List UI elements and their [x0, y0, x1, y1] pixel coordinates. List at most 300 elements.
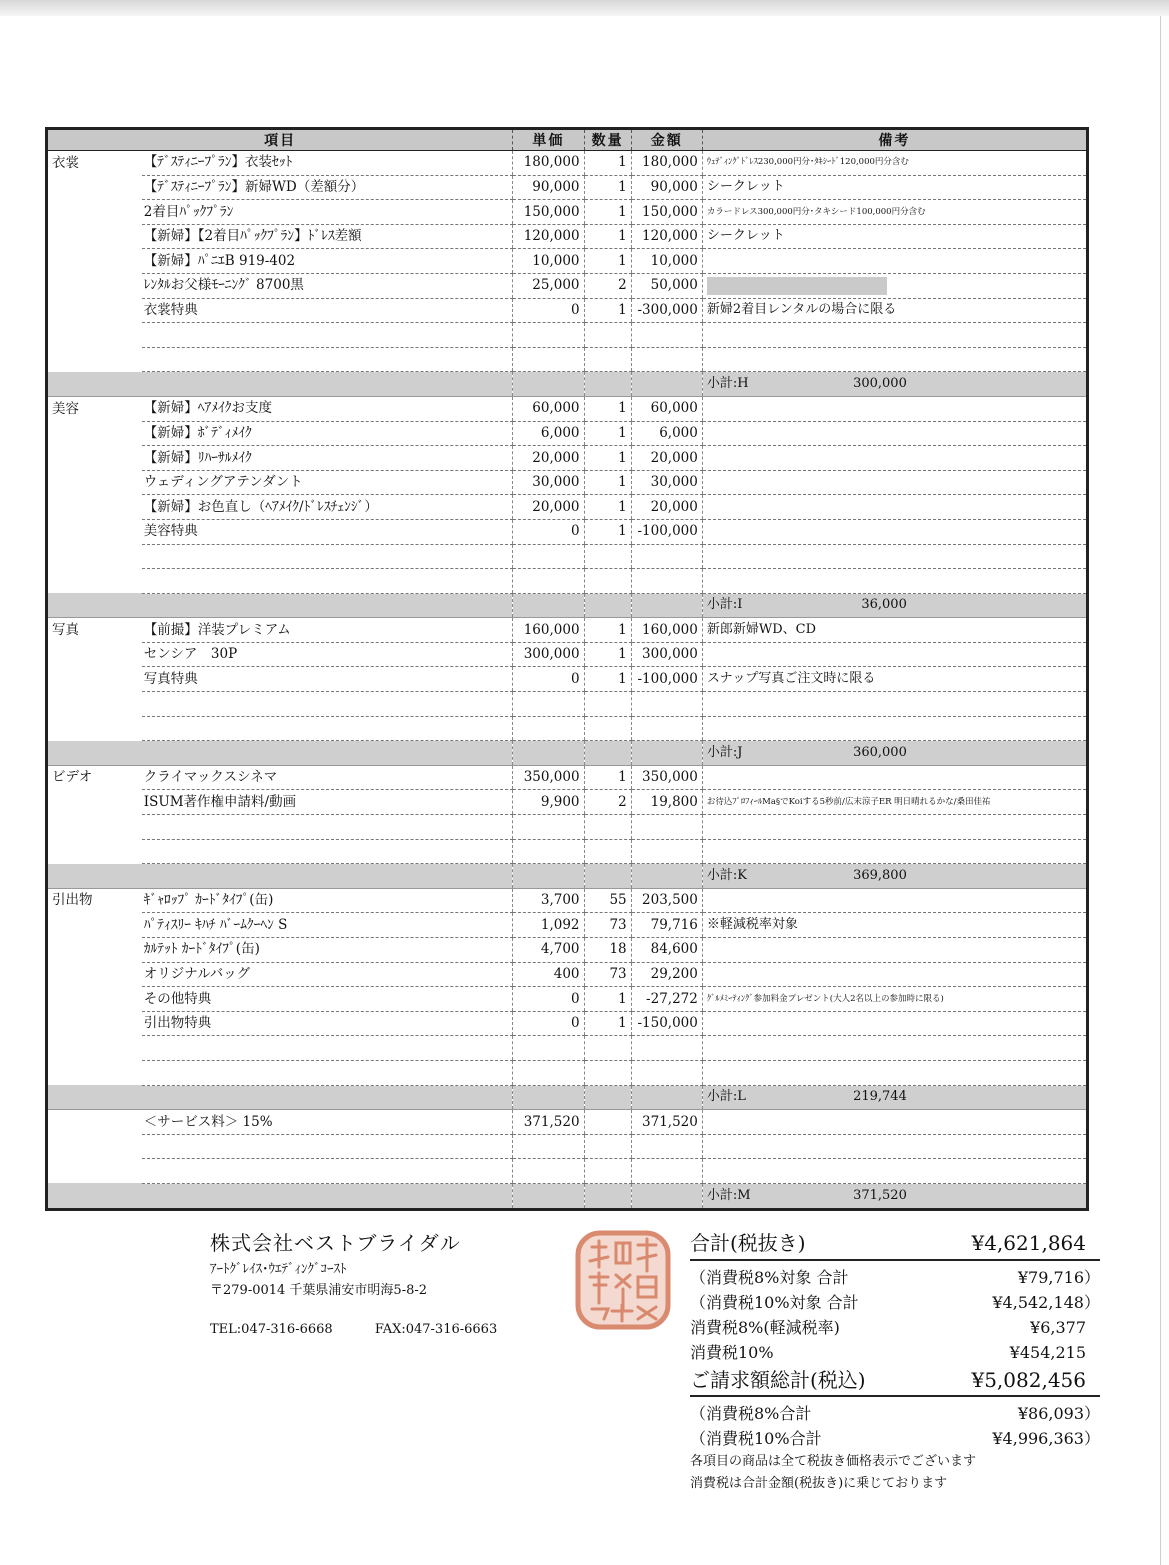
- unit-price: [513, 569, 584, 594]
- item-name: 【新婦】ﾊﾟﾆｴB 919-402: [142, 249, 513, 274]
- category-cell: [47, 987, 142, 1012]
- category-cell: 美容: [52, 400, 79, 417]
- company-block: [210, 1227, 570, 1337]
- category-cell: [47, 298, 142, 323]
- subtotal-spacer: [631, 372, 702, 397]
- item-name: [142, 692, 513, 717]
- table-row: [47, 987, 1088, 1012]
- table-row: [47, 913, 1088, 938]
- table-row: [47, 273, 1088, 298]
- subtotal-value: ¥4,621,864: [971, 1231, 1086, 1255]
- amount: [631, 569, 702, 594]
- remarks: シークレット: [702, 175, 1087, 200]
- quantity: 1: [584, 421, 631, 446]
- subtotal-cell: [702, 372, 1087, 397]
- quantity: 1: [584, 618, 631, 643]
- unit-price: [513, 1036, 584, 1061]
- table-row: [47, 790, 1088, 815]
- remarks: [702, 519, 1087, 544]
- invoice-body: [47, 151, 1088, 1210]
- remarks: 新郎新婦WD、CD: [702, 618, 1087, 643]
- tax10-row: [690, 1340, 1100, 1365]
- table-row: [47, 815, 1088, 840]
- quantity: 1: [584, 987, 631, 1012]
- subtotal-value: 369,800: [853, 867, 907, 883]
- quantity: [584, 815, 631, 840]
- tax10-value: ¥454,215: [1009, 1343, 1086, 1362]
- table-row: [47, 667, 1088, 692]
- quantity: [584, 1134, 631, 1159]
- table-row: [47, 765, 1088, 790]
- subtotal-label: 小計:M: [706, 1187, 751, 1203]
- remarks: [702, 1134, 1087, 1159]
- amount: [631, 323, 702, 348]
- category-cell: [47, 249, 142, 274]
- price-note-2: 消費税は合計金額(税抜き)に乗じております: [690, 1476, 948, 1491]
- item-name: ﾚﾝﾀﾙお父様ﾓｰﾆﾝｸﾞ 8700黒: [142, 273, 513, 298]
- category-cell: 引出物: [52, 892, 93, 909]
- item-name: その他特典: [142, 987, 513, 1012]
- unit-price: [513, 839, 584, 864]
- unit-price: 0: [513, 667, 584, 692]
- unit-price: 0: [513, 519, 584, 544]
- grand-total-label: ご請求額総計(税込): [690, 1368, 866, 1392]
- table-row: [47, 446, 1088, 471]
- tax10-label: 消費税10%: [690, 1343, 774, 1362]
- amount: 300,000: [631, 642, 702, 667]
- price-note-1: 各項目の商品は全て税抜き価格表示でございます: [690, 1454, 977, 1469]
- item-name: [142, 569, 513, 594]
- remarks: ※軽減税率対象: [702, 913, 1087, 938]
- amount: 120,000: [631, 224, 702, 249]
- company-name: 株式会社ベストブライダル: [210, 1231, 461, 1255]
- amount: 90,000: [631, 175, 702, 200]
- item-name: 【新婦】【2着目ﾊﾟｯｸﾌﾟﾗﾝ】ﾄﾞﾚｽ差額: [142, 224, 513, 249]
- grand-total-value: ¥5,082,456: [971, 1368, 1086, 1392]
- tax8-row: [690, 1315, 1100, 1340]
- tax8-label: 消費税8%(軽減税率): [690, 1318, 840, 1337]
- quantity: 1: [584, 1011, 631, 1036]
- subtotal-cell: [702, 864, 1087, 889]
- amount: [631, 1134, 702, 1159]
- unit-price: 180,000: [513, 151, 584, 176]
- unit-price: 3,700: [513, 888, 584, 913]
- header-amount: 金額: [631, 129, 702, 151]
- category-cell: [47, 913, 142, 938]
- item-name: ISUM著作権申請料/動画: [142, 790, 513, 815]
- grand10-value: ¥4,996,363）: [992, 1429, 1100, 1448]
- amount: -100,000: [631, 519, 702, 544]
- quantity: [584, 1159, 631, 1184]
- tax10-base-row: [690, 1290, 1100, 1315]
- remarks: [702, 1110, 1087, 1135]
- grand8-value: ¥86,093）: [1017, 1404, 1100, 1423]
- table-row: [47, 421, 1088, 446]
- subtotal-value: 219,744: [853, 1089, 907, 1105]
- category-cell: [47, 544, 142, 569]
- category-cell: [47, 323, 142, 348]
- item-name: クライマックスシネマ: [142, 765, 513, 790]
- unit-price: 6,000: [513, 421, 584, 446]
- tax10-base-value: ¥4,542,148）: [992, 1293, 1100, 1312]
- subtotal-spacer: [631, 1085, 702, 1110]
- item-name: [142, 1159, 513, 1184]
- table-row: [47, 495, 1088, 520]
- unit-price: [513, 1159, 584, 1184]
- venue-name: ｱｰﾄｸﾞﾚｲｽ･ｳｴﾃﾞｨﾝｸﾞｺｰｽﾄ: [210, 1262, 347, 1277]
- subtotal-row: [47, 372, 1088, 397]
- tax10-base-label: （消費税10%対象 合計: [690, 1293, 859, 1312]
- item-name: [142, 815, 513, 840]
- quantity: 55: [584, 888, 631, 913]
- subtotal-spacer: [47, 1183, 142, 1209]
- subtotal-row: [690, 1228, 1100, 1261]
- category-cell: [47, 1159, 142, 1184]
- remarks: 新婦2着目レンタルの場合に限る: [702, 298, 1087, 323]
- tax8-base-label: （消費税8%対象 合計: [690, 1268, 849, 1287]
- unit-price: [513, 692, 584, 717]
- table-row: [47, 692, 1088, 717]
- table-row: [47, 1011, 1088, 1036]
- remarks: [702, 396, 1087, 421]
- company-fax: FAX:047-316-6663: [374, 1322, 498, 1337]
- amount: 60,000: [631, 396, 702, 421]
- remarks: [702, 716, 1087, 741]
- amount: 79,716: [631, 913, 702, 938]
- table-row: [47, 347, 1088, 372]
- amount: 84,600: [631, 938, 702, 963]
- invoice-table: [45, 127, 1089, 1211]
- item-name: 【新婦】ﾍｱﾒｲｸお支度: [142, 396, 513, 421]
- category-cell: ビデオ: [52, 769, 93, 786]
- item-name: 衣裳特典: [142, 298, 513, 323]
- quantity: 18: [584, 938, 631, 963]
- subtotal-spacer: [513, 593, 584, 618]
- unit-price: [513, 1060, 584, 1085]
- amount: [631, 347, 702, 372]
- quantity: 2: [584, 790, 631, 815]
- subtotal-value: 360,000: [853, 744, 907, 760]
- unit-price: [513, 323, 584, 348]
- unit-price: 60,000: [513, 396, 584, 421]
- category-cell: [47, 1011, 142, 1036]
- subtotal-cell: [702, 1085, 1087, 1110]
- amount: [631, 692, 702, 717]
- quantity: [584, 323, 631, 348]
- subtotal-spacer: [47, 593, 142, 618]
- amount: 10,000: [631, 249, 702, 274]
- category-cell: [47, 519, 142, 544]
- subtotal-row: [47, 864, 1088, 889]
- amount: -300,000: [631, 298, 702, 323]
- subtotal-spacer: [47, 372, 142, 397]
- header-item: 項目: [47, 129, 513, 151]
- table-row: [47, 396, 1088, 421]
- item-name: センシア 30P: [142, 642, 513, 667]
- unit-price: 350,000: [513, 765, 584, 790]
- remarks: [702, 544, 1087, 569]
- item-name: [142, 544, 513, 569]
- grand10-label: （消費税10%合計: [690, 1429, 822, 1448]
- category-cell: [47, 1036, 142, 1061]
- item-name: [142, 347, 513, 372]
- unit-price: 90,000: [513, 175, 584, 200]
- unit-price: 120,000: [513, 224, 584, 249]
- subtotal-label: 小計:K: [706, 867, 747, 883]
- remarks: [702, 323, 1087, 348]
- table-row: [47, 175, 1088, 200]
- item-name: [142, 839, 513, 864]
- subtotal-spacer: [584, 372, 631, 397]
- item-name: 引出物特典: [142, 1011, 513, 1036]
- table-row: [47, 888, 1088, 913]
- table-row: [47, 569, 1088, 594]
- quantity: 1: [584, 495, 631, 520]
- remarks: スナップ写真ご注文時に限る: [702, 667, 1087, 692]
- subtotal-label: 小計:H: [706, 375, 749, 391]
- grand-total-row: [690, 1365, 1100, 1397]
- item-name: ウェディングアテンダント: [142, 470, 513, 495]
- subtotal-cell: [702, 741, 1087, 766]
- table-row: [47, 716, 1088, 741]
- remarks: [702, 273, 1087, 298]
- unit-price: 9,900: [513, 790, 584, 815]
- remarks: [702, 642, 1087, 667]
- subtotal-row: [47, 741, 1088, 766]
- category-cell: [47, 175, 142, 200]
- amount: -27,272: [631, 987, 702, 1012]
- subtotal-spacer: [142, 593, 513, 618]
- amount: 150,000: [631, 200, 702, 225]
- quantity: [584, 347, 631, 372]
- quantity: 1: [584, 446, 631, 471]
- quantity: 2: [584, 273, 631, 298]
- category-cell: [47, 692, 142, 717]
- table-row: [47, 519, 1088, 544]
- grand10-row: [690, 1426, 1100, 1451]
- remarks: [702, 765, 1087, 790]
- unit-price: 0: [513, 298, 584, 323]
- unit-price: 150,000: [513, 200, 584, 225]
- category-cell: [47, 962, 142, 987]
- table-row: [47, 470, 1088, 495]
- category-cell: [47, 1110, 142, 1135]
- table-row: [47, 938, 1088, 963]
- quantity: 1: [584, 396, 631, 421]
- table-row: [47, 544, 1088, 569]
- subtotal-value: 371,520: [853, 1187, 907, 1203]
- amount: 203,500: [631, 888, 702, 913]
- subtotal-row: [47, 1085, 1088, 1110]
- header-qty: 数量: [584, 129, 631, 151]
- amount: 160,000: [631, 618, 702, 643]
- remarks: ｸﾞﾙﾒﾐｰﾃｨﾝｸﾞ参加料金プレゼント(大人2名以上の参加時に限る): [702, 987, 1087, 1012]
- unit-price: [513, 1134, 584, 1159]
- unit-price: [513, 347, 584, 372]
- table-row: [47, 249, 1088, 274]
- quantity: 1: [584, 519, 631, 544]
- remarks: [702, 421, 1087, 446]
- subtotal-spacer: [584, 593, 631, 618]
- remarks: [702, 569, 1087, 594]
- remarks: [702, 888, 1087, 913]
- quantity: 1: [584, 470, 631, 495]
- category-cell: [47, 839, 142, 864]
- remarks: シークレット: [702, 224, 1087, 249]
- table-row: [47, 200, 1088, 225]
- subtotal-spacer: [513, 864, 584, 889]
- header-remarks: 備考: [702, 129, 1087, 151]
- unit-price: 4,700: [513, 938, 584, 963]
- subtotal-spacer: [584, 1183, 631, 1209]
- subtotal-cell: [702, 593, 1087, 618]
- item-name: 【新婦】ﾎﾞﾃﾞｨﾒｲｸ: [142, 421, 513, 446]
- quantity: [584, 839, 631, 864]
- remarks: [702, 1036, 1087, 1061]
- remarks: [702, 470, 1087, 495]
- redacted-block: [707, 277, 887, 295]
- quantity: 1: [584, 667, 631, 692]
- category-cell: [47, 470, 142, 495]
- unit-price: [513, 815, 584, 840]
- quantity: [584, 692, 631, 717]
- amount: 350,000: [631, 765, 702, 790]
- table-row: [47, 1159, 1088, 1184]
- quantity: 1: [584, 224, 631, 249]
- amount: [631, 716, 702, 741]
- subtotal-label: 小計:I: [706, 597, 743, 613]
- remarks: [702, 1060, 1087, 1085]
- subtotal-spacer: [631, 741, 702, 766]
- grand8-label: （消費税8%合計: [690, 1404, 812, 1423]
- totals-block: [690, 1228, 1100, 1495]
- table-row: [47, 224, 1088, 249]
- item-name: ｶﾙﾃｯﾄ ｶｰﾄﾞﾀｲﾌﾟ(缶): [142, 938, 513, 963]
- tax8-base-value: ¥79,716）: [1017, 1268, 1100, 1287]
- table-row: [47, 962, 1088, 987]
- contact-line: [210, 1322, 570, 1337]
- category-cell: [47, 667, 142, 692]
- amount: 180,000: [631, 151, 702, 176]
- category-cell: [47, 642, 142, 667]
- amount: -100,000: [631, 667, 702, 692]
- subtotal-spacer: [142, 1085, 513, 1110]
- category-cell: [47, 224, 142, 249]
- unit-price: 20,000: [513, 495, 584, 520]
- remarks: ｳｪﾃﾞｨﾝｸﾞﾄﾞﾚｽ230,000円分･ﾀｷｼｰﾄﾞ120,000円分含む: [702, 151, 1087, 176]
- remarks: [702, 446, 1087, 471]
- amount: [631, 815, 702, 840]
- subtotal-cell: [702, 1183, 1087, 1209]
- unit-price: [513, 716, 584, 741]
- category-cell: [47, 347, 142, 372]
- quantity: [584, 1036, 631, 1061]
- remarks: [702, 347, 1087, 372]
- quantity: 1: [584, 200, 631, 225]
- remarks: [702, 815, 1087, 840]
- quantity: [584, 544, 631, 569]
- remarks: カラードレス300,000円分･タキシード100,000円分含む: [702, 200, 1087, 225]
- category-cell: [47, 1060, 142, 1085]
- unit-price: 400: [513, 962, 584, 987]
- subtotal-spacer: [142, 1183, 513, 1209]
- table-row: [47, 1110, 1088, 1135]
- remarks: [702, 495, 1087, 520]
- unit-price: 25,000: [513, 273, 584, 298]
- amount: [631, 544, 702, 569]
- subtotal-row: [47, 1183, 1088, 1209]
- subtotal-spacer: [513, 1183, 584, 1209]
- amount: 371,520: [631, 1110, 702, 1135]
- subtotal-spacer: [584, 741, 631, 766]
- category-cell: [47, 495, 142, 520]
- subtotal-value: 300,000: [853, 375, 907, 391]
- subtotal-spacer: [142, 372, 513, 397]
- category-cell: [47, 446, 142, 471]
- unit-price: 10,000: [513, 249, 584, 274]
- quantity: [584, 1060, 631, 1085]
- subtotal-label: 合計(税抜き): [690, 1231, 806, 1255]
- subtotal-label: 小計:J: [706, 744, 743, 760]
- table-row: [47, 151, 1088, 176]
- subtotal-spacer: [631, 1183, 702, 1209]
- subtotal-spacer: [631, 593, 702, 618]
- item-name: ｷﾞｬﾛｯﾌﾟ ｶｰﾄﾞﾀｲﾌﾟ(缶): [142, 888, 513, 913]
- unit-price: 300,000: [513, 642, 584, 667]
- subtotal-spacer: [513, 741, 584, 766]
- amount: -150,000: [631, 1011, 702, 1036]
- company-tel: TEL:047-316-6668: [210, 1322, 333, 1337]
- subtotal-spacer: [142, 864, 513, 889]
- category-cell: 写真: [52, 621, 79, 638]
- quantity: 1: [584, 298, 631, 323]
- amount: [631, 1159, 702, 1184]
- unit-price: [513, 544, 584, 569]
- unit-price: 20,000: [513, 446, 584, 471]
- table-row: [47, 298, 1088, 323]
- table-header-row: [47, 129, 1088, 151]
- category-cell: [47, 815, 142, 840]
- tax8-value: ¥6,377: [1030, 1318, 1086, 1337]
- item-name: 【新婦】ﾘﾊｰｻﾙﾒｲｸ: [142, 446, 513, 471]
- amount: 20,000: [631, 446, 702, 471]
- item-name: ﾊﾟﾃｨｽﾘｰ ｷﾊﾁ ﾊﾞｰﾑｸｰﾍﾝ S: [142, 913, 513, 938]
- subtotal-spacer: [47, 741, 142, 766]
- grand8-row: [690, 1401, 1100, 1426]
- amount: 30,000: [631, 470, 702, 495]
- item-name: 2着目ﾊﾟｯｸﾌﾟﾗﾝ: [142, 200, 513, 225]
- item-name: ＜サービス料＞ 15%: [142, 1110, 513, 1135]
- item-name: 写真特典: [142, 667, 513, 692]
- quantity: 1: [584, 175, 631, 200]
- subtotal-spacer: [584, 864, 631, 889]
- unit-price: 0: [513, 1011, 584, 1036]
- amount: 50,000: [631, 273, 702, 298]
- quantity: 1: [584, 151, 631, 176]
- item-name: 【新婦】お色直し（ﾍｱﾒｲｸ/ﾄﾞﾚｽﾁｪﾝｼﾞ）: [142, 495, 513, 520]
- category-cell: [47, 716, 142, 741]
- quantity: 73: [584, 962, 631, 987]
- unit-price: 371,520: [513, 1110, 584, 1135]
- unit-price: 160,000: [513, 618, 584, 643]
- unit-price: 0: [513, 987, 584, 1012]
- amount: 29,200: [631, 962, 702, 987]
- quantity: [584, 1110, 631, 1135]
- unit-price: 1,092: [513, 913, 584, 938]
- amount: [631, 839, 702, 864]
- category-cell: [47, 1134, 142, 1159]
- item-name: [142, 1036, 513, 1061]
